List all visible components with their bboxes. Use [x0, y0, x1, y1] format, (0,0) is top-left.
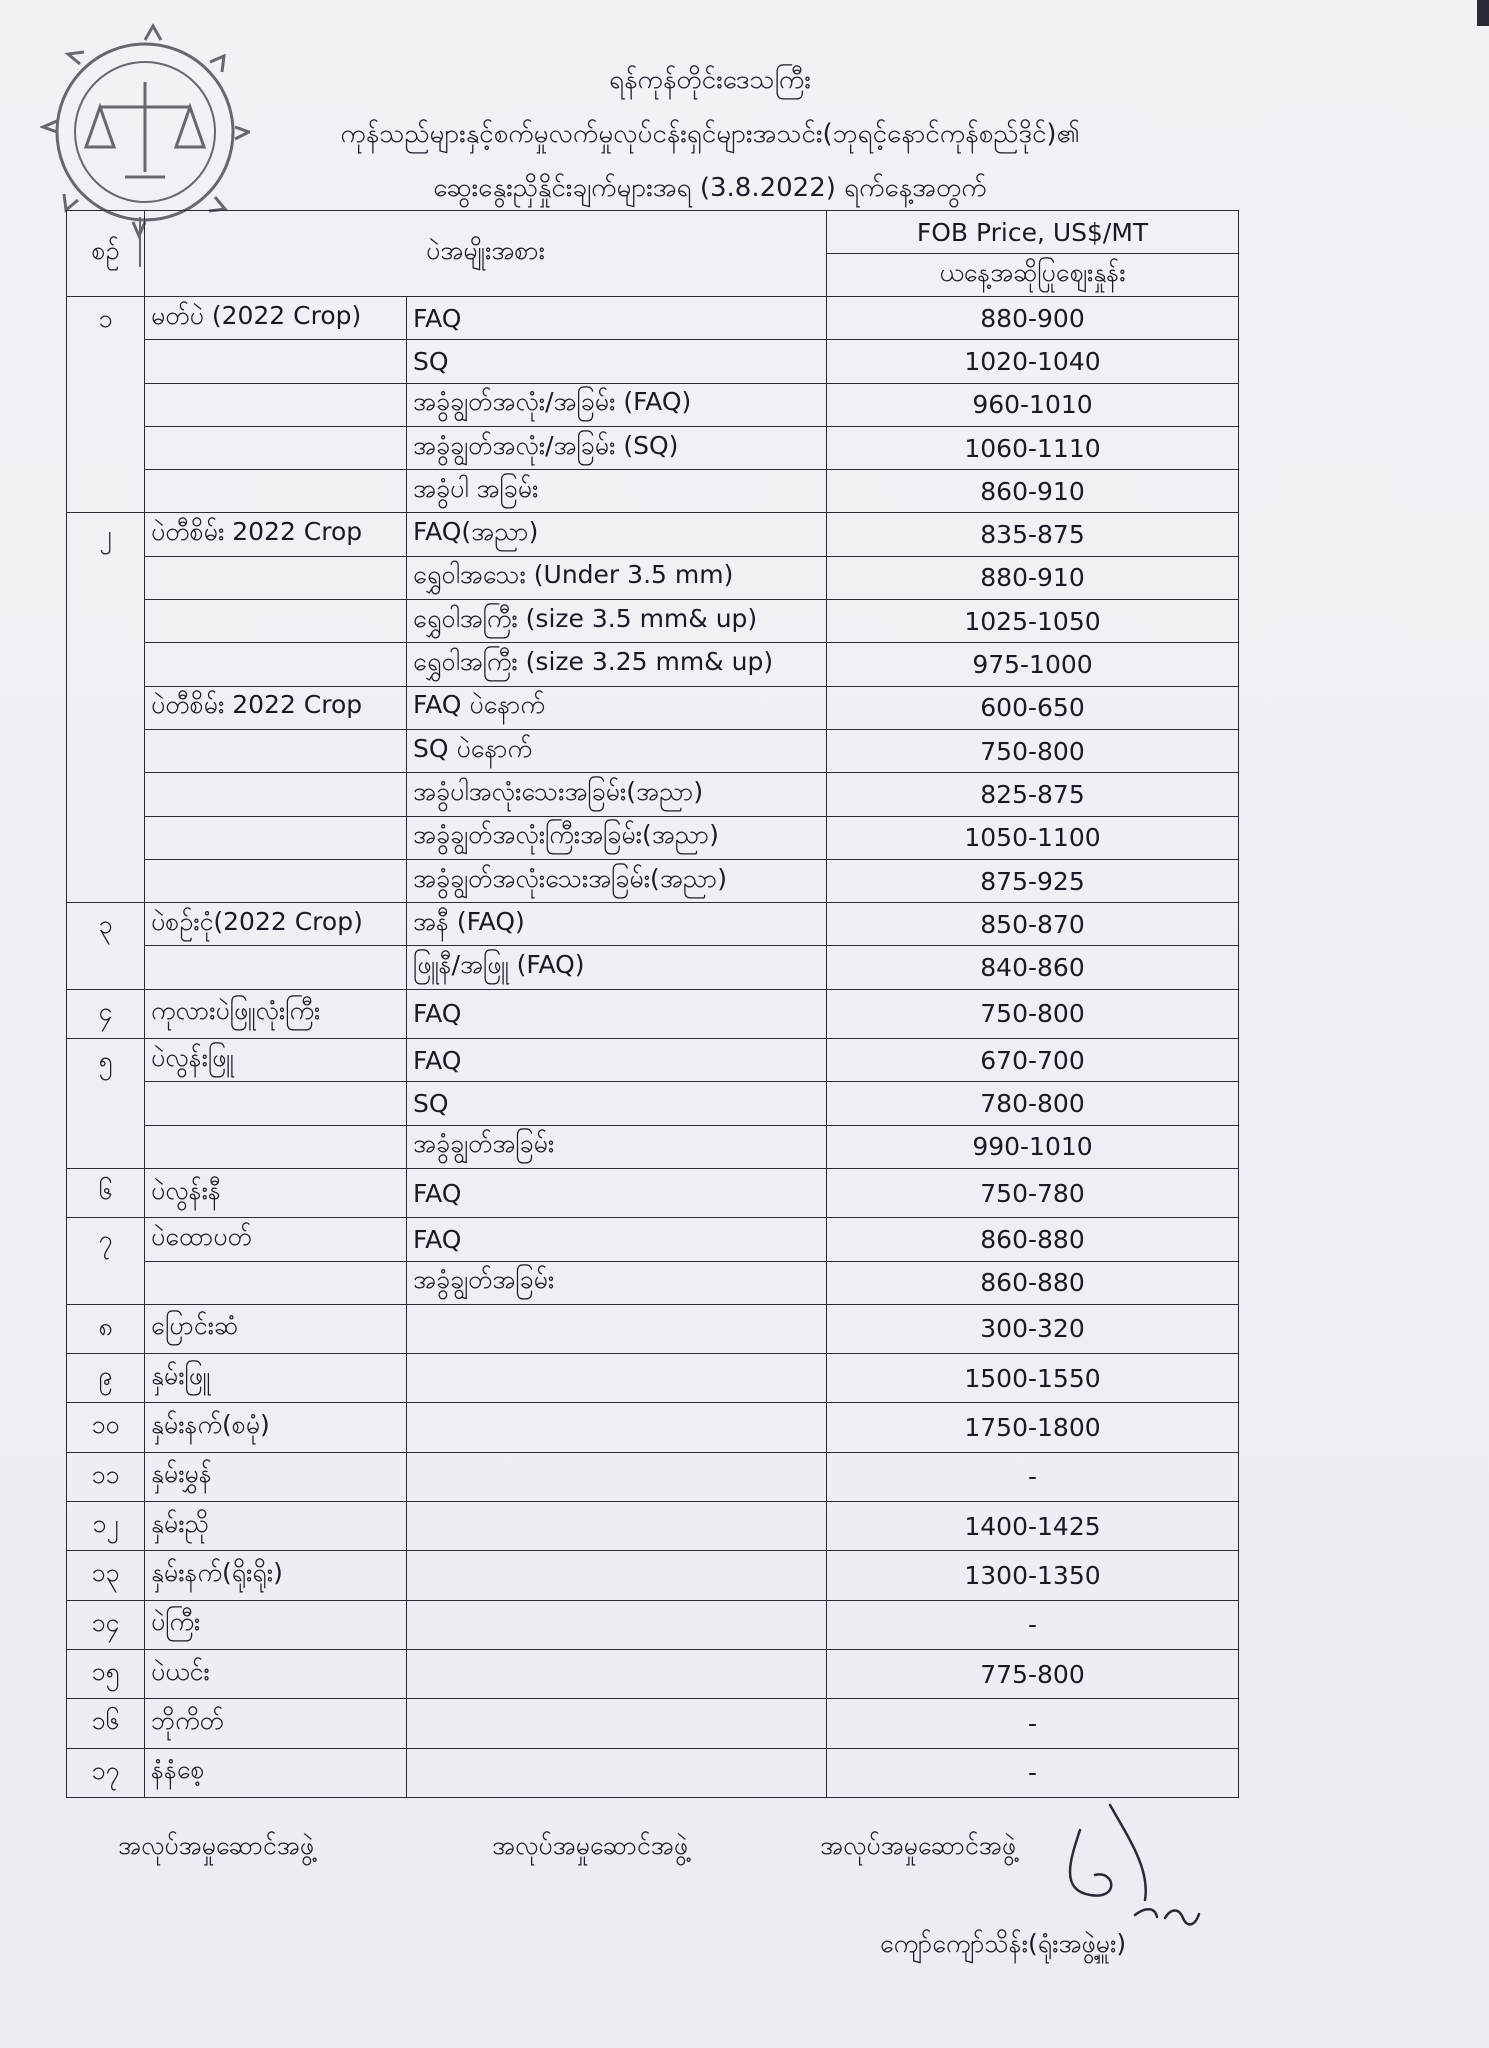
fob-price: 860-880 — [827, 1218, 1239, 1261]
commodity-grade: FAQ(အညာ) — [407, 513, 827, 556]
commodity-grade: SQ ပဲနောက် — [407, 729, 827, 772]
table-row — [67, 1168, 1239, 1217]
handwritten-signature-icon — [1040, 1800, 1230, 1940]
commodity-name — [145, 946, 407, 989]
commodity-name: ကုလားပဲဖြူလုံးကြီး — [145, 989, 407, 1038]
row-number: ၁၇ — [67, 1748, 145, 1797]
table-row — [67, 1039, 1239, 1082]
commodity-name — [145, 600, 407, 643]
table-row — [67, 946, 1239, 989]
commodity-grade: ရွှေဝါအသေး (Under 3.5 mm) — [407, 556, 827, 599]
price-table — [66, 210, 1239, 1798]
commodity-name: ပဲလွန်းနီ — [145, 1168, 407, 1217]
commodity-name: ပဲကြီး — [145, 1600, 407, 1649]
table-row — [67, 513, 1239, 556]
fob-price: 1060-1110 — [827, 426, 1239, 469]
commodity-grade: ရွှေဝါအကြီး (size 3.5 mm& up) — [407, 600, 827, 643]
row-number: ၁၁ — [67, 1452, 145, 1501]
commodity-grade: FAQ — [407, 1168, 827, 1217]
header-region-title: ရန်ကုန်တိုင်းဒေသကြီး — [609, 65, 811, 95]
table-row — [67, 470, 1239, 513]
fob-price: 780-800 — [827, 1082, 1239, 1125]
row-number: ၁၀ — [67, 1403, 145, 1452]
table-row — [67, 383, 1239, 426]
commodity-name — [145, 859, 407, 902]
commodity-grade — [407, 1649, 827, 1698]
header-date-line: ဆွေးနွေးညှိနှိုင်းချက်များအရ (3.8.2022) ရက်နေ့အတွက် — [433, 173, 987, 203]
commodity-grade: FAQ — [407, 297, 827, 340]
commodity-grade: FAQ — [407, 1218, 827, 1261]
row-number: ၇ — [67, 1218, 145, 1305]
table-row — [67, 903, 1239, 946]
commodity-grade — [407, 1304, 827, 1353]
table-row — [67, 600, 1239, 643]
fob-price: 960-1010 — [827, 383, 1239, 426]
commodity-name: နှမ်းဖြူ — [145, 1354, 407, 1403]
row-number: ၁၄ — [67, 1600, 145, 1649]
commodity-grade: SQ — [407, 1082, 827, 1125]
commodity-grade — [407, 1502, 827, 1551]
price-table-body — [67, 297, 1239, 1798]
fob-price: 1020-1040 — [827, 340, 1239, 383]
fob-price: 775-800 — [827, 1649, 1239, 1698]
fob-price: 840-860 — [827, 946, 1239, 989]
commodity-name: ပဲလွန်းဖြူ — [145, 1039, 407, 1082]
fob-price: 1400-1425 — [827, 1502, 1239, 1551]
commodity-name — [145, 1082, 407, 1125]
commodity-name — [145, 470, 407, 513]
commodity-name — [145, 643, 407, 686]
commodity-name — [145, 426, 407, 469]
commodity-grade: အခွံချွတ်အခြမ်း — [407, 1125, 827, 1168]
table-row — [67, 1649, 1239, 1698]
fob-price: 1050-1100 — [827, 816, 1239, 859]
table-row — [67, 1218, 1239, 1261]
commodity-name: ပဲတီစိမ်း 2022 Crop — [145, 513, 407, 556]
header-association-name: ကုန်သည်များနှင့်စက်မှုလက်မှုလုပ်ငန်းရှင်များအသင်း(ဘုရင့်နောင်ကုန်စည်ဒိုင်)၏ — [340, 119, 1080, 149]
row-number: ၅ — [67, 1039, 145, 1169]
commodity-name: မတ်ပဲ (2022 Crop) — [145, 297, 407, 340]
commodity-name — [145, 729, 407, 772]
table-row — [67, 1304, 1239, 1353]
fob-price: 1300-1350 — [827, 1551, 1239, 1600]
table-row — [67, 1452, 1239, 1501]
table-row — [67, 773, 1239, 816]
commodity-name — [145, 1125, 407, 1168]
commodity-name — [145, 340, 407, 383]
commodity-grade — [407, 1600, 827, 1649]
commodity-grade: ရွှေဝါအကြီး (size 3.25 mm& up) — [407, 643, 827, 686]
commodity-grade: FAQ — [407, 1039, 827, 1082]
table-row — [67, 816, 1239, 859]
fob-price: - — [827, 1748, 1239, 1797]
table-row — [67, 729, 1239, 772]
fob-price: - — [827, 1600, 1239, 1649]
fob-price: 850-870 — [827, 903, 1239, 946]
row-number: ၁၆ — [67, 1699, 145, 1748]
commodity-name: နှမ်းညို — [145, 1502, 407, 1551]
commodity-name: ပြောင်းဆံ — [145, 1304, 407, 1353]
commodity-grade: အခွံပါ အခြမ်း — [407, 470, 827, 513]
fob-price: 860-880 — [827, 1261, 1239, 1304]
commodity-grade — [407, 1699, 827, 1748]
table-row — [67, 686, 1239, 729]
table-row — [67, 1600, 1239, 1649]
fob-price: 750-800 — [827, 989, 1239, 1038]
row-number: ၁၂ — [67, 1502, 145, 1551]
footer-signer-name: ကျော်ကျော်သိန်း(ရုံးအဖွဲ့မှူး) — [880, 1929, 1127, 1958]
commodity-grade — [407, 1452, 827, 1501]
table-row — [67, 426, 1239, 469]
fob-price: 875-925 — [827, 859, 1239, 902]
row-number: ၄ — [67, 989, 145, 1038]
table-row — [67, 1748, 1239, 1797]
table-row — [67, 1261, 1239, 1304]
fob-price: 1750-1800 — [827, 1403, 1239, 1452]
fob-price: 750-800 — [827, 729, 1239, 772]
fob-price: 975-1000 — [827, 643, 1239, 686]
row-number: ၉ — [67, 1354, 145, 1403]
fob-price: 600-650 — [827, 686, 1239, 729]
table-row — [67, 297, 1239, 340]
table-row — [67, 556, 1239, 599]
commodity-grade — [407, 1403, 827, 1452]
fob-price: 880-900 — [827, 297, 1239, 340]
commodity-name: နံနံစေ့ — [145, 1748, 407, 1797]
commodity-grade: FAQ ပဲနောက် — [407, 686, 827, 729]
table-row — [67, 1699, 1239, 1748]
row-number: ၃ — [67, 903, 145, 990]
commodity-name: နှမ်းနက်(စမုံ) — [145, 1403, 407, 1452]
row-number: ၂ — [67, 513, 145, 903]
table-header-row — [67, 211, 1239, 254]
table-row — [67, 859, 1239, 902]
table-row — [67, 340, 1239, 383]
column-header-no: စဉ် — [67, 211, 145, 297]
fob-price: - — [827, 1699, 1239, 1748]
commodity-grade: အနီ (FAQ) — [407, 903, 827, 946]
commodity-name: ပဲစဉ်းငုံ(2022 Crop) — [145, 903, 407, 946]
table-row — [67, 643, 1239, 686]
commodity-grade: ဖြူနီ/အဖြူ (FAQ) — [407, 946, 827, 989]
commodity-name — [145, 773, 407, 816]
commodity-grade: အခွံချွတ်အလုံးသေးအခြမ်း(အညာ) — [407, 859, 827, 902]
commodity-grade: FAQ — [407, 989, 827, 1038]
row-number: ၁၃ — [67, 1551, 145, 1600]
commodity-grade: အခွံချွတ်အလုံး/အခြမ်း (FAQ) — [407, 383, 827, 426]
commodity-name: ပဲယင်း — [145, 1649, 407, 1698]
commodity-grade — [407, 1354, 827, 1403]
commodity-name — [145, 1261, 407, 1304]
table-row — [67, 1082, 1239, 1125]
fob-price: 990-1010 — [827, 1125, 1239, 1168]
commodity-name: ဘိုကိတ် — [145, 1699, 407, 1748]
commodity-name — [145, 383, 407, 426]
commodity-name: နှမ်းနက်(ရိုးရိုး) — [145, 1551, 407, 1600]
fob-price: 860-910 — [827, 470, 1239, 513]
fob-price: 750-780 — [827, 1168, 1239, 1217]
footer-signatory-1: အလုပ်အမှုဆောင်အဖွဲ့ — [118, 1831, 315, 1860]
scan-edge-mark — [1477, 0, 1489, 26]
footer-signatory-2: အလုပ်အမှုဆောင်အဖွဲ့ — [492, 1831, 689, 1860]
fob-price: 880-910 — [827, 556, 1239, 599]
fob-price: 1025-1050 — [827, 600, 1239, 643]
commodity-name — [145, 816, 407, 859]
row-number: ၈ — [67, 1304, 145, 1353]
column-header-fob-price: FOB Price, US$/MT — [827, 211, 1239, 254]
column-header-proposed-price: ယနေ့အဆိုပြုဈေးနှုန်း — [827, 254, 1239, 297]
commodity-grade — [407, 1551, 827, 1600]
fob-price: 670-700 — [827, 1039, 1239, 1082]
fob-price: 825-875 — [827, 773, 1239, 816]
commodity-grade: အခွံချွတ်အလုံး/အခြမ်း (SQ) — [407, 426, 827, 469]
commodity-name: နှမ်းမွှန် — [145, 1452, 407, 1501]
fob-price: 835-875 — [827, 513, 1239, 556]
row-number: ၆ — [67, 1168, 145, 1217]
commodity-grade: အခွံချွတ်အခြမ်း — [407, 1261, 827, 1304]
column-header-item: ပဲအမျိုးအစား — [145, 211, 827, 297]
commodity-name — [145, 556, 407, 599]
table-row — [67, 1403, 1239, 1452]
row-number: ၁ — [67, 297, 145, 513]
fob-price: 300-320 — [827, 1304, 1239, 1353]
fob-price: - — [827, 1452, 1239, 1501]
commodity-grade — [407, 1748, 827, 1797]
row-number: ၁၅ — [67, 1649, 145, 1698]
commodity-grade: SQ — [407, 340, 827, 383]
footer-signatory-3: အလုပ်အမှုဆောင်အဖွဲ့ — [820, 1831, 1017, 1860]
table-row — [67, 1125, 1239, 1168]
commodity-name: ပဲတီစိမ်း 2022 Crop — [145, 686, 407, 729]
table-row — [67, 1551, 1239, 1600]
commodity-name: ပဲထောပတ် — [145, 1218, 407, 1261]
commodity-grade: အခွံပါအလုံးသေးအခြမ်း(အညာ) — [407, 773, 827, 816]
table-row — [67, 1502, 1239, 1551]
table-row — [67, 989, 1239, 1038]
table-row — [67, 1354, 1239, 1403]
fob-price: 1500-1550 — [827, 1354, 1239, 1403]
commodity-grade: အခွံချွတ်အလုံးကြီးအခြမ်း(အညာ) — [407, 816, 827, 859]
